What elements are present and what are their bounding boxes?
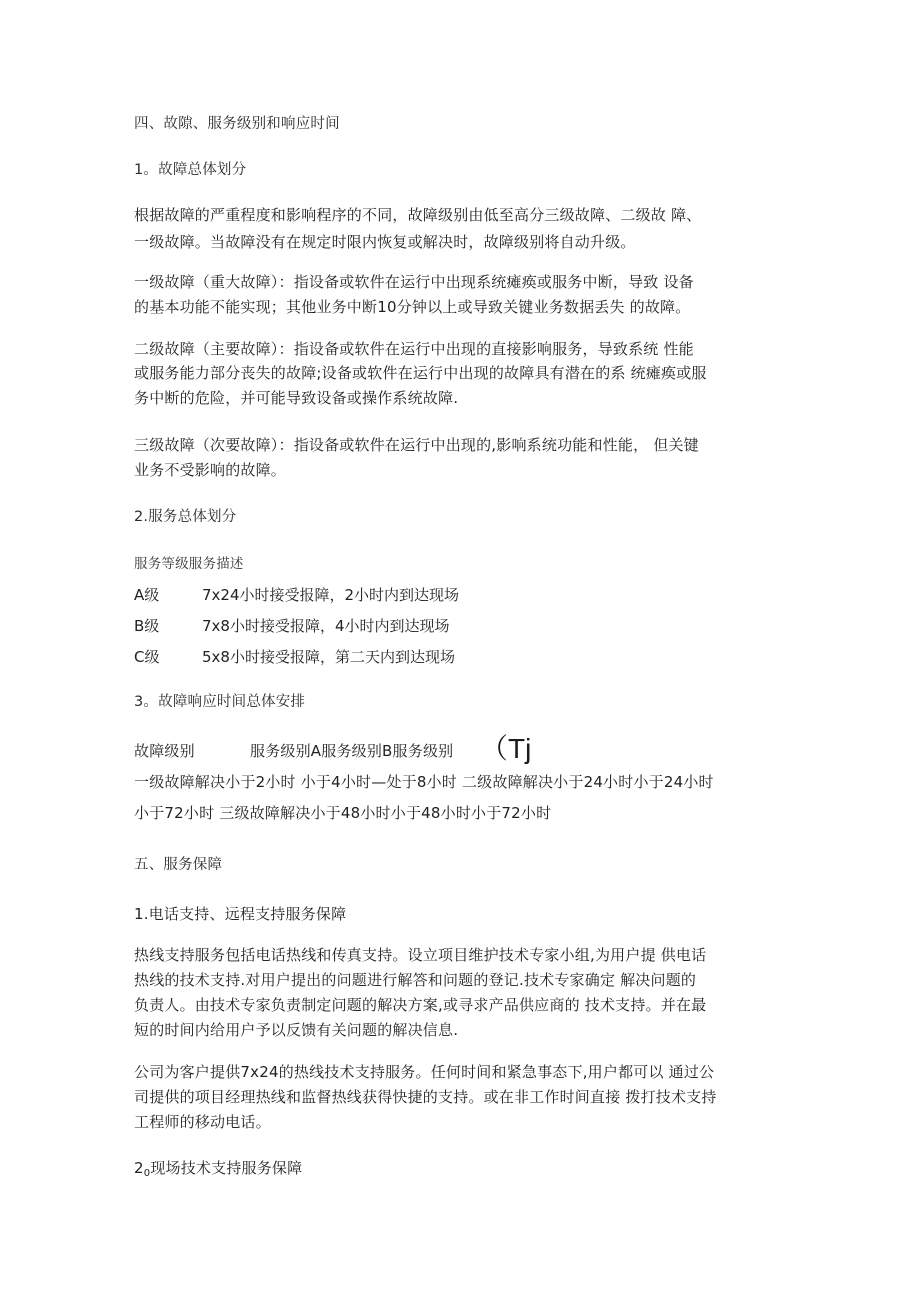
para1-line-3: 负责人。由技术专家负责制定问题的解决方案,或寻求产品供应商的 技术支持。并在最 <box>134 996 707 1014</box>
onsite-title-number: 2 <box>134 1159 144 1177</box>
fault-classification-title: 1。故障总体划分 <box>134 162 247 178</box>
intro-line-2: 一级故障。当故障没有在规定时限内恢复或解决时，故障级别将自动升级。 <box>134 233 636 251</box>
service-classification-title: 2.服务总体划分 <box>134 509 237 525</box>
para1-line-4: 短的时间内给用户予以反馈有关问题的解决信息. <box>134 1021 459 1039</box>
response-row-1: 一级故障解决小于2小时 小于4小时—处于8小时 二级故障解决小于24小时小于24小时 <box>134 773 714 791</box>
grade-b-desc: 7x8小时接受报障，4小时内到达现场 <box>202 617 450 635</box>
para2-line-1: 公司为客户提供7x24的热线技术支持服务。任何时间和紧急事态下,用户都可以 通过公 <box>134 1063 715 1081</box>
response-time-title: 3。故障响应时间总体安排 <box>134 694 306 710</box>
section-4-title: 四、故隙、服务级别和响应时间 <box>134 116 340 132</box>
response-row-2: 小于72小时 三级故障解决小于48小时小于48小时小于72小时 <box>134 804 552 822</box>
intro-line-1: 根据故障的严重程度和影响程序的不同，故障级别由低至高分三级故障、二级故 障、 <box>134 206 702 224</box>
para2-line-2: 司提供的项目经理热线和监督热线获得快捷的支持。或在非工作时间直接 拨打技术支持 <box>134 1088 717 1106</box>
para1-line-1: 热线支持服务包括电话热线和传真支持。设立项目维护技术专家小组,为用户提 供电话 <box>134 946 707 964</box>
para2-line-3: 工程师的移动电话。 <box>134 1113 271 1131</box>
response-header-service-levels: 服务级别A服务级别B服务级别 <box>250 742 454 760</box>
service-table-header: 服务等级服务描述 <box>134 556 244 572</box>
onsite-title-text: 现场技术支持服务保障 <box>150 1159 303 1177</box>
onsite-support-title <box>134 1158 302 1184</box>
grade-a-desc: 7x24小时接受报障，2小时内到达现场 <box>202 586 460 604</box>
response-header-fault-level: 故障级别 <box>134 742 195 760</box>
grade-c-desc: 5x8小时接受报障，第二天内到达现场 <box>202 648 455 666</box>
onsite-title-subscript: 0 <box>143 1168 151 1179</box>
grade-b-code: B级 <box>134 617 160 635</box>
stray-glyph: （Tj <box>480 733 532 764</box>
level1-line-2: 的基本功能不能实现；其他业务中断10分钟以上或导致关键业务数据丢失 的故障。 <box>134 298 691 316</box>
phone-remote-support-title: 1.电话支持、远程支持服务保障 <box>134 905 347 923</box>
section-5-title: 五、服务保障 <box>134 857 223 873</box>
grade-c-code: C级 <box>134 648 160 666</box>
level2-line-1: 二级故障（主要故障）：指设备或软件在运行中出现的直接影响服务，导致系统 性能 <box>134 340 694 358</box>
level2-line-3: 务中断的危险，并可能导致设备或操作系统故障. <box>134 389 459 407</box>
level3-line-2: 业务不受影响的故障。 <box>134 461 287 479</box>
level1-line-1: 一级故障（重大故障）：指设备或软件在运行中出现系统瘫痪或服务中断，导致 设备 <box>134 273 694 291</box>
para1-line-2: 热线的技术支持.对用户提出的问题进行解答和问题的登记.技术专家确定 解决问题的 <box>134 971 697 989</box>
level3-line-1: 三级故障（次要故障）：指设备或软件在运行中出现的,影响系统功能和性能， 但关键 <box>134 436 699 454</box>
grade-a-code: A级 <box>134 586 160 604</box>
level2-line-2: 或服务能力部分丧失的故障;设备或软件在运行中出现的故障具有潜在的系 统瘫痪或服 <box>134 364 707 382</box>
